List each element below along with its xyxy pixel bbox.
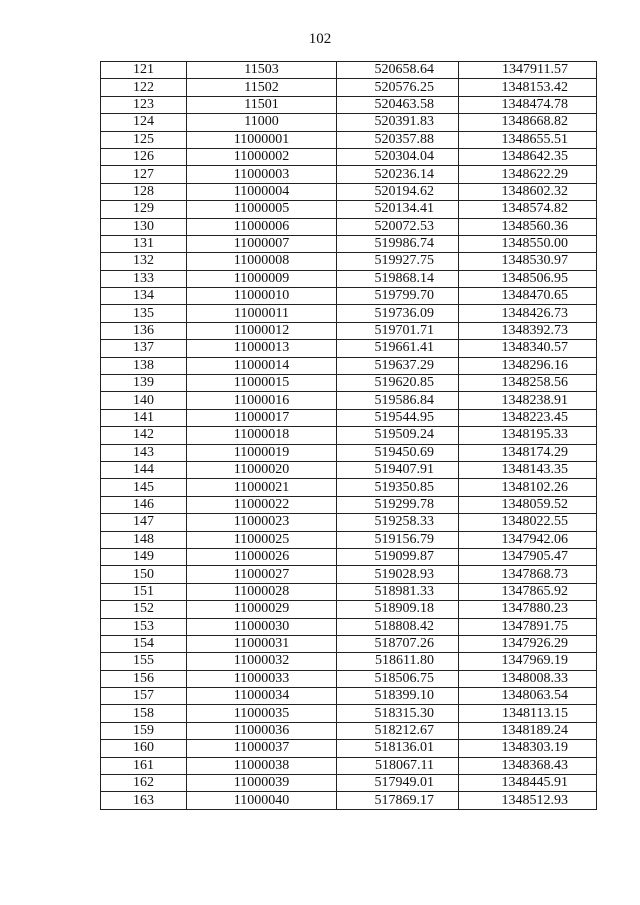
table-row — [101, 775, 597, 792]
point-id-cell: 11000029 — [187, 601, 337, 618]
row-number-cell: 159 — [101, 722, 187, 739]
x-coordinate-cell: 1348602.32 — [459, 183, 597, 200]
table-row — [101, 444, 597, 461]
row-number-cell: 141 — [101, 409, 187, 426]
x-coordinate-cell: 1347911.57 — [459, 62, 597, 79]
row-number-cell: 137 — [101, 340, 187, 357]
point-id-cell: 11000017 — [187, 409, 337, 426]
x-coordinate-cell: 1348530.97 — [459, 253, 597, 270]
x-coordinate-cell: 1347880.23 — [459, 601, 597, 618]
row-number-cell: 138 — [101, 357, 187, 374]
x-coordinate-cell: 1348143.35 — [459, 461, 597, 478]
x-coordinate-cell: 1348574.82 — [459, 201, 597, 218]
y-coordinate-cell: 517949.01 — [337, 775, 459, 792]
point-id-cell: 11000009 — [187, 270, 337, 287]
y-coordinate-cell: 517869.17 — [337, 792, 459, 809]
row-number-cell: 131 — [101, 235, 187, 252]
table-row — [101, 566, 597, 583]
row-number-cell: 156 — [101, 670, 187, 687]
x-coordinate-cell: 1348474.78 — [459, 96, 597, 113]
y-coordinate-cell: 519156.79 — [337, 531, 459, 548]
point-id-cell: 11000037 — [187, 740, 337, 757]
table-row — [101, 305, 597, 322]
y-coordinate-cell: 520194.62 — [337, 183, 459, 200]
table-row — [101, 114, 597, 131]
y-coordinate-cell: 520357.88 — [337, 131, 459, 148]
x-coordinate-cell: 1348153.42 — [459, 79, 597, 96]
point-id-cell: 11000010 — [187, 288, 337, 305]
table-row — [101, 740, 597, 757]
table-row — [101, 427, 597, 444]
row-number-cell: 160 — [101, 740, 187, 757]
x-coordinate-cell: 1348296.16 — [459, 357, 597, 374]
y-coordinate-cell: 518315.30 — [337, 705, 459, 722]
y-coordinate-cell: 520134.41 — [337, 201, 459, 218]
x-coordinate-cell: 1347905.47 — [459, 548, 597, 565]
row-number-cell: 149 — [101, 548, 187, 565]
point-id-cell: 11000026 — [187, 548, 337, 565]
row-number-cell: 147 — [101, 514, 187, 531]
point-id-cell: 11000034 — [187, 688, 337, 705]
point-id-cell: 11000014 — [187, 357, 337, 374]
table-row — [101, 340, 597, 357]
table-row — [101, 705, 597, 722]
row-number-cell: 129 — [101, 201, 187, 218]
row-number-cell: 123 — [101, 96, 187, 113]
y-coordinate-cell: 519450.69 — [337, 444, 459, 461]
row-number-cell: 135 — [101, 305, 187, 322]
y-coordinate-cell: 519661.41 — [337, 340, 459, 357]
point-id-cell: 11502 — [187, 79, 337, 96]
point-id-cell: 11000002 — [187, 148, 337, 165]
table-row — [101, 253, 597, 270]
table-row — [101, 183, 597, 200]
row-number-cell: 124 — [101, 114, 187, 131]
x-coordinate-cell: 1348258.56 — [459, 375, 597, 392]
point-id-cell: 11000022 — [187, 496, 337, 513]
row-number-cell: 136 — [101, 322, 187, 339]
point-id-cell: 11000001 — [187, 131, 337, 148]
x-coordinate-cell: 1347891.75 — [459, 618, 597, 635]
row-number-cell: 140 — [101, 392, 187, 409]
row-number-cell: 146 — [101, 496, 187, 513]
table-row — [101, 635, 597, 652]
page-number: 102 — [308, 31, 332, 47]
row-number-cell: 133 — [101, 270, 187, 287]
table-row — [101, 166, 597, 183]
table-row — [101, 601, 597, 618]
row-number-cell: 142 — [101, 427, 187, 444]
x-coordinate-cell: 1348668.82 — [459, 114, 597, 131]
x-coordinate-cell: 1348506.95 — [459, 270, 597, 287]
table-row — [101, 96, 597, 113]
y-coordinate-cell: 519258.33 — [337, 514, 459, 531]
y-coordinate-cell: 518707.26 — [337, 635, 459, 652]
y-coordinate-cell: 519736.09 — [337, 305, 459, 322]
table-row — [101, 288, 597, 305]
point-id-cell: 11000013 — [187, 340, 337, 357]
point-id-cell: 11000031 — [187, 635, 337, 652]
point-id-cell: 11000027 — [187, 566, 337, 583]
y-coordinate-cell: 518399.10 — [337, 688, 459, 705]
point-id-cell: 11000033 — [187, 670, 337, 687]
y-coordinate-cell: 519350.85 — [337, 479, 459, 496]
x-coordinate-cell: 1348223.45 — [459, 409, 597, 426]
x-coordinate-cell: 1348238.91 — [459, 392, 597, 409]
y-coordinate-cell: 520576.25 — [337, 79, 459, 96]
y-coordinate-cell: 518981.33 — [337, 583, 459, 600]
x-coordinate-cell: 1348622.29 — [459, 166, 597, 183]
x-coordinate-cell: 1347942.06 — [459, 531, 597, 548]
y-coordinate-cell: 518067.11 — [337, 757, 459, 774]
row-number-cell: 128 — [101, 183, 187, 200]
y-coordinate-cell: 519637.29 — [337, 357, 459, 374]
point-id-cell: 11000028 — [187, 583, 337, 600]
point-id-cell: 11000011 — [187, 305, 337, 322]
table-row — [101, 218, 597, 235]
x-coordinate-cell: 1348008.33 — [459, 670, 597, 687]
x-coordinate-cell: 1348642.35 — [459, 148, 597, 165]
row-number-cell: 153 — [101, 618, 187, 635]
point-id-cell: 11000019 — [187, 444, 337, 461]
point-id-cell: 11000004 — [187, 183, 337, 200]
y-coordinate-cell: 518136.01 — [337, 740, 459, 757]
table-row — [101, 357, 597, 374]
x-coordinate-cell: 1348512.93 — [459, 792, 597, 809]
point-id-cell: 11000036 — [187, 722, 337, 739]
row-number-cell: 122 — [101, 79, 187, 96]
y-coordinate-cell: 519868.14 — [337, 270, 459, 287]
table-row — [101, 618, 597, 635]
y-coordinate-cell: 519099.87 — [337, 548, 459, 565]
y-coordinate-cell: 520072.53 — [337, 218, 459, 235]
table-row — [101, 496, 597, 513]
x-coordinate-cell: 1348426.73 — [459, 305, 597, 322]
table-row — [101, 235, 597, 252]
y-coordinate-cell: 518611.80 — [337, 653, 459, 670]
point-id-cell: 11000032 — [187, 653, 337, 670]
row-number-cell: 125 — [101, 131, 187, 148]
row-number-cell: 154 — [101, 635, 187, 652]
y-coordinate-cell: 519028.93 — [337, 566, 459, 583]
point-id-cell: 11503 — [187, 62, 337, 79]
table-row — [101, 514, 597, 531]
x-coordinate-cell: 1348102.26 — [459, 479, 597, 496]
x-coordinate-cell: 1348655.51 — [459, 131, 597, 148]
point-id-cell: 11000008 — [187, 253, 337, 270]
point-id-cell: 11000003 — [187, 166, 337, 183]
x-coordinate-cell: 1348195.33 — [459, 427, 597, 444]
x-coordinate-cell: 1347926.29 — [459, 635, 597, 652]
table-row — [101, 548, 597, 565]
point-id-cell: 11000023 — [187, 514, 337, 531]
point-id-cell: 11000018 — [187, 427, 337, 444]
y-coordinate-cell: 518909.18 — [337, 601, 459, 618]
y-coordinate-cell: 519407.91 — [337, 461, 459, 478]
row-number-cell: 126 — [101, 148, 187, 165]
y-coordinate-cell: 518212.67 — [337, 722, 459, 739]
row-number-cell: 158 — [101, 705, 187, 722]
table-row — [101, 79, 597, 96]
y-coordinate-cell: 520658.64 — [337, 62, 459, 79]
row-number-cell: 132 — [101, 253, 187, 270]
point-id-cell: 11000039 — [187, 775, 337, 792]
table-row — [101, 653, 597, 670]
table-row — [101, 409, 597, 426]
x-coordinate-cell: 1347868.73 — [459, 566, 597, 583]
table-row — [101, 148, 597, 165]
y-coordinate-cell: 519701.71 — [337, 322, 459, 339]
x-coordinate-cell: 1348022.55 — [459, 514, 597, 531]
row-number-cell: 121 — [101, 62, 187, 79]
row-number-cell: 150 — [101, 566, 187, 583]
point-id-cell: 11000025 — [187, 531, 337, 548]
y-coordinate-cell: 519509.24 — [337, 427, 459, 444]
point-id-cell: 11000030 — [187, 618, 337, 635]
x-coordinate-cell: 1348059.52 — [459, 496, 597, 513]
x-coordinate-cell: 1348550.00 — [459, 235, 597, 252]
y-coordinate-cell: 520304.04 — [337, 148, 459, 165]
table-row — [101, 461, 597, 478]
table-row — [101, 757, 597, 774]
coordinates-table-body — [101, 62, 597, 810]
point-id-cell: 11000040 — [187, 792, 337, 809]
row-number-cell: 143 — [101, 444, 187, 461]
point-id-cell: 11000020 — [187, 461, 337, 478]
table-row — [101, 375, 597, 392]
point-id-cell: 11000 — [187, 114, 337, 131]
y-coordinate-cell: 519620.85 — [337, 375, 459, 392]
table-row — [101, 392, 597, 409]
table-row — [101, 270, 597, 287]
point-id-cell: 11000012 — [187, 322, 337, 339]
x-coordinate-cell: 1348560.36 — [459, 218, 597, 235]
x-coordinate-cell: 1348445.91 — [459, 775, 597, 792]
point-id-cell: 11000021 — [187, 479, 337, 496]
point-id-cell: 11000035 — [187, 705, 337, 722]
table-row — [101, 62, 597, 79]
row-number-cell: 161 — [101, 757, 187, 774]
y-coordinate-cell: 519299.78 — [337, 496, 459, 513]
table-row — [101, 131, 597, 148]
table-row — [101, 201, 597, 218]
y-coordinate-cell: 520391.83 — [337, 114, 459, 131]
row-number-cell: 139 — [101, 375, 187, 392]
point-id-cell: 11501 — [187, 96, 337, 113]
row-number-cell: 127 — [101, 166, 187, 183]
x-coordinate-cell: 1348113.15 — [459, 705, 597, 722]
coordinates-table — [100, 61, 597, 810]
x-coordinate-cell: 1348392.73 — [459, 322, 597, 339]
x-coordinate-cell: 1348340.57 — [459, 340, 597, 357]
y-coordinate-cell: 518808.42 — [337, 618, 459, 635]
y-coordinate-cell: 519544.95 — [337, 409, 459, 426]
point-id-cell: 11000006 — [187, 218, 337, 235]
table-row — [101, 531, 597, 548]
y-coordinate-cell: 518506.75 — [337, 670, 459, 687]
row-number-cell: 157 — [101, 688, 187, 705]
point-id-cell: 11000007 — [187, 235, 337, 252]
x-coordinate-cell: 1347865.92 — [459, 583, 597, 600]
y-coordinate-cell: 520236.14 — [337, 166, 459, 183]
table-row — [101, 670, 597, 687]
x-coordinate-cell: 1348189.24 — [459, 722, 597, 739]
x-coordinate-cell: 1348063.54 — [459, 688, 597, 705]
y-coordinate-cell: 519586.84 — [337, 392, 459, 409]
table-row — [101, 722, 597, 739]
table-row — [101, 322, 597, 339]
table-row — [101, 583, 597, 600]
y-coordinate-cell: 519799.70 — [337, 288, 459, 305]
row-number-cell: 151 — [101, 583, 187, 600]
table-row — [101, 688, 597, 705]
point-id-cell: 11000016 — [187, 392, 337, 409]
y-coordinate-cell: 519927.75 — [337, 253, 459, 270]
row-number-cell: 130 — [101, 218, 187, 235]
row-number-cell: 152 — [101, 601, 187, 618]
point-id-cell: 11000015 — [187, 375, 337, 392]
row-number-cell: 148 — [101, 531, 187, 548]
row-number-cell: 145 — [101, 479, 187, 496]
table-row — [101, 479, 597, 496]
x-coordinate-cell: 1347969.19 — [459, 653, 597, 670]
x-coordinate-cell: 1348470.65 — [459, 288, 597, 305]
row-number-cell: 163 — [101, 792, 187, 809]
row-number-cell: 134 — [101, 288, 187, 305]
point-id-cell: 11000005 — [187, 201, 337, 218]
table-row — [101, 792, 597, 809]
point-id-cell: 11000038 — [187, 757, 337, 774]
row-number-cell: 162 — [101, 775, 187, 792]
x-coordinate-cell: 1348174.29 — [459, 444, 597, 461]
row-number-cell: 155 — [101, 653, 187, 670]
x-coordinate-cell: 1348303.19 — [459, 740, 597, 757]
x-coordinate-cell: 1348368.43 — [459, 757, 597, 774]
y-coordinate-cell: 520463.58 — [337, 96, 459, 113]
y-coordinate-cell: 519986.74 — [337, 235, 459, 252]
row-number-cell: 144 — [101, 461, 187, 478]
